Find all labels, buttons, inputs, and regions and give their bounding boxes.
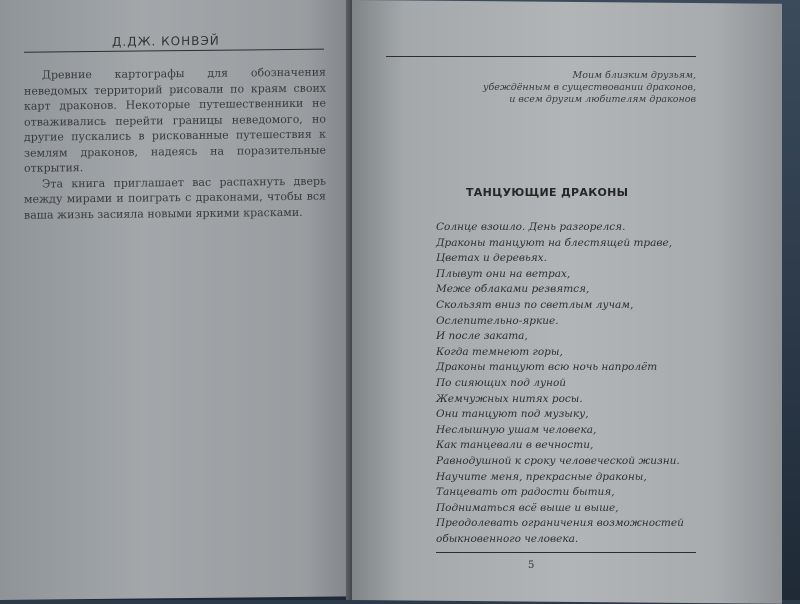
footer-rule — [436, 552, 696, 553]
poem-line: Неслышную ушам человека, — [436, 423, 597, 436]
left-page — [0, 0, 360, 600]
page-number: 5 — [528, 560, 535, 571]
poem-line: По сияющих под луной — [436, 376, 567, 389]
poem-line: Преодолевать ограничения возможностей — [436, 517, 684, 530]
poem-line: Плывут они на ветрах, — [436, 267, 571, 280]
header-rule — [24, 49, 324, 53]
poem-line: обыкновенного человека. — [436, 532, 579, 545]
paragraph: Эта книга приглашает вас распахнуть дверь между мирами и поиграть с драконами, чтобы вся ваша жизнь засияла новыми яркими красками. — [24, 174, 326, 222]
header-rule-right — [386, 56, 696, 57]
dedication-line: Моим близким друзьям, — [572, 70, 696, 81]
poem — [436, 220, 736, 547]
poem-line: Подниматься всё выше и выше, — [436, 501, 619, 514]
poem-line: Цветах и деревьях. — [436, 252, 547, 265]
poem-line: Танцевать от радости бытия, — [436, 486, 615, 499]
paragraph: Древние картографы для обозначения неведомых территорий рисовали по краям своих карт драконов. Некоторые путешественники не отваживались перейти границы неведомого, но другие пускались в рискованные путешествия к землям драконов, надеясь на поразительные открытия. — [24, 65, 326, 175]
poem-line: Когда темнеют горы, — [436, 345, 563, 358]
running-head: Д.ДЖ. КОНВЭЙ — [112, 33, 220, 49]
poem-line: Ослепительно-яркие. — [436, 314, 559, 327]
poem-line: Солнце взошло. День разгорелся. — [436, 221, 626, 233]
poem-line: Жемчужных нитях росы. — [436, 392, 583, 405]
left-body-text — [24, 65, 326, 223]
dedication-line: убеждённым в существовании драконов, — [482, 82, 696, 93]
poem-line: Меже облаками резвятся, — [436, 283, 590, 296]
dedication — [440, 70, 696, 106]
poem-line: Научите меня, прекрасные драконы, — [436, 470, 647, 483]
poem-line: Равнодушной к сроку человеческой жизни. — [436, 454, 680, 467]
poem-line: Как танцевали в вечности, — [436, 439, 594, 452]
poem-title: ТАНЦУЮЩИЕ ДРАКОНЫ — [466, 186, 629, 199]
poem-line: И после заката, — [436, 330, 528, 343]
dedication-line: и всем другим любителям драконов — [509, 94, 696, 105]
poem-line: Драконы танцуют на блестящей траве, — [436, 236, 673, 249]
poem-line: Драконы танцуют всю ночь напролёт — [436, 361, 658, 374]
poem-line: Они танцуют под музыку, — [436, 408, 589, 421]
poem-line: Скользят вниз по светлым лучам, — [436, 298, 634, 311]
